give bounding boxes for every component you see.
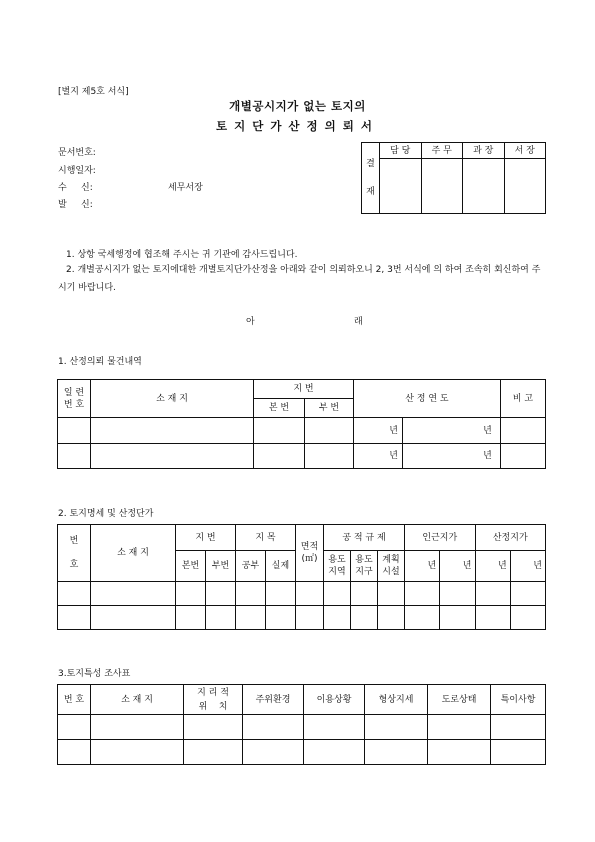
s2-cell[interactable] [378, 606, 405, 630]
s2-cell[interactable] [296, 606, 324, 630]
form-number-label: [별지 제5호 서식] [58, 87, 129, 97]
s2-header-lot: 지 번 [176, 525, 236, 551]
s1-cell[interactable] [500, 443, 545, 468]
s3-header-road: 도로상태 [428, 685, 491, 715]
s3-cell[interactable] [428, 740, 491, 765]
s1-header-location: 소 재 지 [91, 380, 254, 418]
s1-header-main-lot: 본 번 [254, 399, 305, 418]
s3-header-usage: 이용상황 [304, 685, 365, 715]
s1-cell[interactable] [254, 443, 305, 468]
s3-cell[interactable] [491, 715, 546, 740]
s1-cell[interactable] [58, 418, 91, 443]
approval-col-director: 서 장 [504, 143, 546, 159]
recipient-value: 세무서장 [168, 183, 203, 193]
s1-cell[interactable] [305, 443, 354, 468]
s2-cell[interactable] [440, 606, 475, 630]
section3-title: 3.토지특성 조사표 [58, 669, 131, 679]
document-title-line2: 토지단가산정의뢰서 [216, 119, 379, 133]
s1-cell[interactable] [91, 443, 254, 468]
s2-cell[interactable] [351, 606, 378, 630]
section2-title: 2. 토지명세 및 산정단가 [58, 509, 154, 519]
s2-cell[interactable] [91, 606, 176, 630]
s1-year-cell[interactable]: 년 [354, 418, 403, 443]
sender-label: 발 신: [58, 200, 93, 210]
s2-cell[interactable] [510, 582, 545, 606]
s2-header-category: 지 목 [236, 525, 296, 551]
s2-cell[interactable] [58, 606, 91, 630]
s1-year-cell[interactable]: 년 [354, 443, 403, 468]
s3-cell[interactable] [91, 740, 184, 765]
doc-number-label: 문서번호: [58, 148, 96, 158]
s3-cell[interactable] [365, 715, 428, 740]
s3-header-environment: 주위환경 [243, 685, 304, 715]
s2-header-neighbor-price: 인근지가 [405, 525, 476, 551]
approval-col-staff: 담 당 [380, 143, 422, 159]
s2-header-official: 공부 [236, 551, 266, 582]
s3-cell[interactable] [491, 740, 546, 765]
approval-col-manager: 주 무 [421, 143, 463, 159]
s1-cell[interactable] [254, 418, 305, 443]
s2-cell[interactable] [351, 582, 378, 606]
s2-header-year: 년 [475, 551, 510, 582]
s2-header-no: 번 호 [58, 525, 91, 582]
s2-cell[interactable] [475, 582, 510, 606]
approval-col-section-chief: 과 장 [463, 143, 505, 159]
approval-sign-cell[interactable] [380, 159, 422, 214]
s2-header-main-lot: 본번 [176, 551, 206, 582]
s2-header-regulation: 공 적 규 제 [324, 525, 405, 551]
s2-cell[interactable] [236, 606, 266, 630]
notes-heading-right: 래 [354, 317, 363, 327]
s2-header-year: 년 [440, 551, 475, 582]
s2-cell[interactable] [324, 582, 351, 606]
s3-cell[interactable] [304, 715, 365, 740]
s2-cell[interactable] [236, 582, 266, 606]
section1-title: 1. 산정의뢰 물건내역 [58, 357, 142, 367]
s1-header-sub-lot: 부 번 [305, 399, 354, 418]
s3-cell[interactable] [58, 715, 91, 740]
s2-cell[interactable] [324, 606, 351, 630]
paragraph-2: 2. 개별공시지가 없는 토지에대한 개별토지단가산정을 아래와 같이 의뢰하오니 2, 3번 서식에 의 하여 조속히 회신하여 주시기 바랍니다. [58, 265, 541, 293]
s3-cell[interactable] [428, 715, 491, 740]
s3-cell[interactable] [91, 715, 184, 740]
s2-cell[interactable] [176, 606, 206, 630]
issue-date-label: 시행일자: [58, 166, 96, 176]
s2-header-use-zone: 용도 지역 [324, 551, 351, 582]
s3-header-position: 지 리 적 위 치 [184, 685, 243, 715]
s2-cell[interactable] [405, 606, 440, 630]
section1-table [57, 379, 546, 469]
paragraph-1: 1. 상항 국세행정에 협조해 주시는 귀 기관에 감사드립니다. [66, 250, 298, 260]
s2-cell[interactable] [510, 606, 545, 630]
approval-side-label: 결 재 [362, 143, 380, 214]
approval-sign-cell[interactable] [421, 159, 463, 214]
s3-cell[interactable] [243, 715, 304, 740]
recipient-label: 수 신: [58, 183, 93, 193]
s3-cell[interactable] [184, 715, 243, 740]
s2-cell[interactable] [176, 582, 206, 606]
s3-cell[interactable] [58, 740, 91, 765]
s2-cell[interactable] [440, 582, 475, 606]
s1-header-lot: 지 번 [254, 380, 354, 399]
s1-year-cell[interactable]: 년 [403, 418, 501, 443]
s3-header-shape: 형상지세 [365, 685, 428, 715]
s2-cell[interactable] [58, 582, 91, 606]
s1-year-cell[interactable]: 년 [403, 443, 501, 468]
s1-header-year: 산 정 연 도 [354, 380, 501, 418]
s1-header-serial: 일 련 번 호 [58, 380, 91, 418]
s1-header-note: 비 고 [500, 380, 545, 418]
document-title-line1: 개별공시지가 없는 토지의 [229, 99, 366, 113]
s2-cell[interactable] [378, 582, 405, 606]
s2-header-estimated-price: 산정지가 [475, 525, 546, 551]
s2-cell[interactable] [266, 582, 296, 606]
s2-header-sub-lot: 부번 [206, 551, 236, 582]
s3-header-special: 특이사항 [491, 685, 546, 715]
s3-header-location: 소 재 지 [91, 685, 184, 715]
s3-cell[interactable] [243, 740, 304, 765]
s3-cell[interactable] [365, 740, 428, 765]
approval-table [361, 142, 546, 214]
s2-header-actual: 실제 [266, 551, 296, 582]
s2-header-planned-facility: 계획 시설 [378, 551, 405, 582]
section3-table [57, 684, 546, 765]
s1-cell[interactable] [58, 443, 91, 468]
approval-sign-cell[interactable] [463, 159, 505, 214]
s2-cell[interactable] [206, 582, 236, 606]
s2-header-year: 년 [405, 551, 440, 582]
s2-cell[interactable] [296, 582, 324, 606]
s3-header-no: 번 호 [58, 685, 91, 715]
notes-heading-left: 아 [246, 317, 255, 327]
s1-cell[interactable] [91, 418, 254, 443]
s1-cell[interactable] [500, 418, 545, 443]
s2-header-year: 년 [510, 551, 545, 582]
s2-cell[interactable] [266, 606, 296, 630]
approval-sign-cell[interactable] [504, 159, 546, 214]
section2-table [57, 524, 546, 630]
s3-cell[interactable] [184, 740, 243, 765]
s1-cell[interactable] [305, 418, 354, 443]
s2-cell[interactable] [405, 582, 440, 606]
s2-header-area: 면적 (㎡) [296, 525, 324, 582]
s2-cell[interactable] [206, 606, 236, 630]
s2-header-location: 소 재 지 [91, 525, 176, 582]
s2-cell[interactable] [475, 606, 510, 630]
s2-cell[interactable] [91, 582, 176, 606]
s2-header-use-district: 용도 지구 [351, 551, 378, 582]
s3-cell[interactable] [304, 740, 365, 765]
